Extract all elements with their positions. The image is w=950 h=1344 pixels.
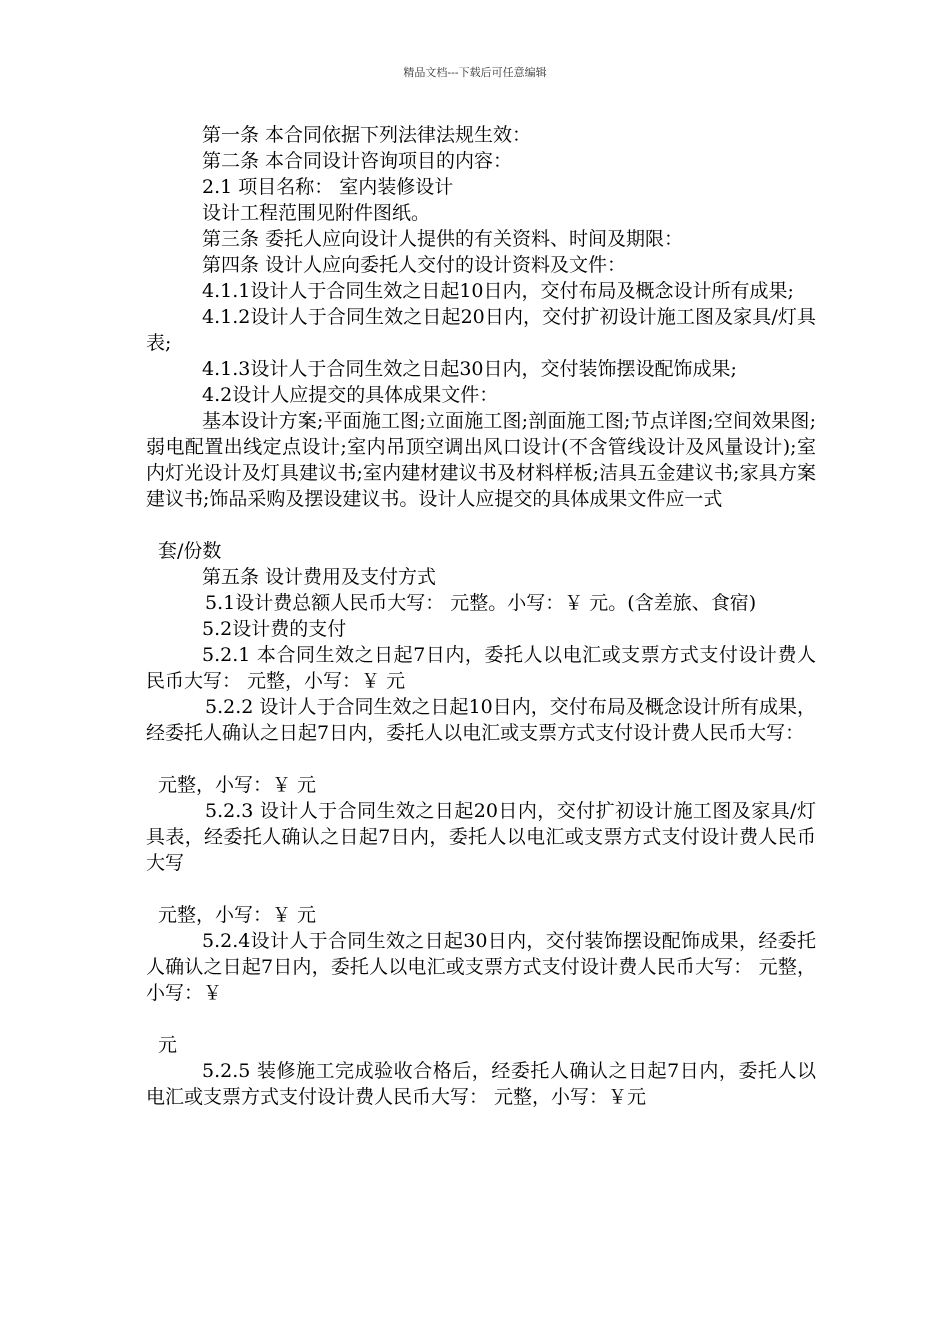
amount-line-5-2-2: 元整，小写：￥ 元 bbox=[158, 774, 317, 796]
item-5-2-3: 5.2.3 设计人于合同生效之日起20日内，交付扩初设计施工图及家具/灯具表，经委托人确认之日起7日内，委托人以电汇或支票方式支付设计费人民币大写 bbox=[146, 800, 816, 874]
amount-line-5-2-4: 元 bbox=[158, 1034, 178, 1056]
amount-line-5-2-3: 元整，小写：￥ 元 bbox=[158, 904, 317, 926]
item-4-1-3: 4.1.3设计人于合同生效之日起30日内，交付装饰摆设配饰成果; bbox=[202, 358, 737, 380]
item-2-1: 2.1 项目名称： 室内装修设计 bbox=[202, 176, 454, 198]
item-4-1-2: 4.1.2设计人于合同生效之日起20日内，交付扩初设计施工图及家具/灯具表; bbox=[146, 306, 816, 354]
page-header: 精品文档---下载后可任意编辑 bbox=[403, 66, 547, 79]
deliverables-list: 基本设计方案;平面施工图;立面施工图;剖面施工图;节点详图;空间效果图;弱电配置出线定点设计;室内吊顶空调出风口设计(不含管线设计及风量设计);室内灯光设计及灯具建议书;室内建材建议书及材料样板;洁具五金建议书;家具方案建议书;饰品采购及摆设建议书。设计人应提交的具体成果文件应一式 bbox=[146, 410, 816, 510]
item-5-2-2: 5.2.2 设计人于合同生效之日起10日内，交付布局及概念设计所有成果，经委托人确认之日起7日内，委托人以电汇或支票方式支付设计费人民币大写： bbox=[146, 696, 816, 744]
copies-count: 套/份数 bbox=[158, 540, 222, 562]
item-4-1-1: 4.1.1设计人于合同生效之日起10日内，交付布局及概念设计所有成果; bbox=[202, 280, 794, 302]
article-3: 第三条 委托人应向设计人提供的有关资料、时间及期限： bbox=[202, 228, 684, 250]
spacer bbox=[146, 746, 816, 772]
article-5: 第五条 设计费用及支付方式 bbox=[202, 566, 437, 588]
document-body bbox=[146, 122, 816, 1110]
item-4-2: 4.2设计人应提交的具体成果文件： bbox=[202, 384, 499, 406]
item-5-2: 5.2设计费的支付 bbox=[202, 618, 347, 640]
article-1: 第一条 本合同依据下列法律法规生效： bbox=[202, 124, 532, 146]
scope-note: 设计工程范围见附件图纸。 bbox=[202, 202, 431, 224]
article-2: 第二条 本合同设计咨询项目的内容： bbox=[202, 150, 513, 172]
spacer bbox=[146, 876, 816, 902]
item-5-1: 5.1设计费总额人民币大写： 元整。小写：￥ 元。(含差旅、食宿) bbox=[205, 592, 757, 614]
item-5-2-4: 5.2.4设计人于合同生效之日起30日内，交付装饰摆设配饰成果，经委托人确认之日起7日内，委托人以电汇或支票方式支付设计费人民币大写： 元整，小写：￥ bbox=[146, 930, 816, 1004]
spacer bbox=[146, 1006, 816, 1032]
article-4: 第四条 设计人应向委托人交付的设计资料及文件： bbox=[202, 254, 627, 276]
item-5-2-1: 5.2.1 本合同生效之日起7日内，委托人以电汇或支票方式支付设计费人民币大写： 元整，小写：￥ 元 bbox=[146, 644, 816, 692]
item-5-2-5: 5.2.5 装修施工完成验收合格后，经委托人确认之日起7日内，委托人以电汇或支票方式支付设计费人民币大写： 元整，小写：￥元 bbox=[146, 1060, 816, 1108]
spacer bbox=[146, 512, 816, 538]
